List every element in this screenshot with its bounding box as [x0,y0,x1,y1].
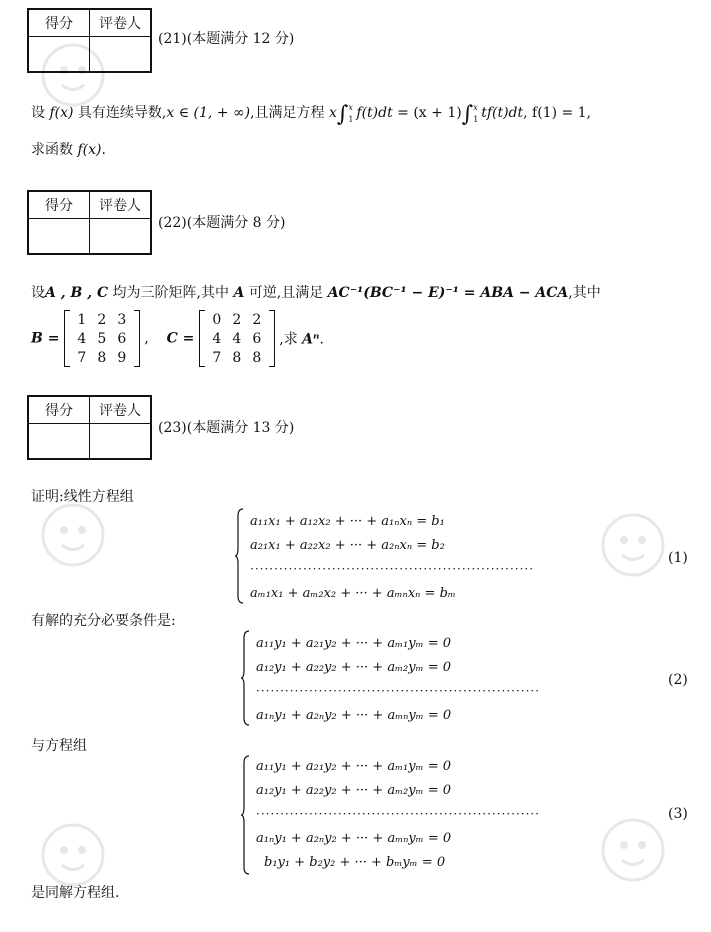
matrix-c-entry: 6 [252,330,262,347]
system1-eq2: a₂₁x₁ + a₂₂x₂ + ··· + a₂ₙxₙ = b₂ [250,538,445,553]
matrix-c-entry: 4 [232,330,242,347]
grader-label: 评卷人 [90,191,152,219]
score-label: 得分 [28,191,90,219]
text: 求函数 [31,142,78,158]
q23-header: (23)(本题满分 13 分) [158,420,295,436]
upper-limit: x [473,103,478,112]
system3-eq-b: b₁y₁ + b₂y₂ + ··· + bₘyₘ = 0 [264,855,446,870]
left-brace-icon [240,755,250,875]
system1-dots: ··························································· [250,562,535,576]
score-box-21 [27,8,152,73]
system2-eq1: a₁₁y₁ + a₂₁y₂ + ··· + aₘ₁yₘ = 0 [256,636,452,651]
math-domain: x ∈ (1, + ∞) [166,105,251,121]
matrix-b-label: B = [31,330,60,347]
math-x: x [329,105,337,121]
integral-sign: ∫ [336,102,349,127]
matrix-b-entry: 2 [97,311,107,328]
system1-eq1: a₁₁x₁ + a₁₂x₂ + ··· + a₁ₙxₙ = b₁ [250,514,445,529]
matrix-c-entry: 8 [232,349,242,366]
math-fx: f(x) [77,142,102,158]
q23-condition-text: 有解的充分必要条件是: [31,613,176,629]
integrand-2: tf(t)dt [481,105,524,121]
a-power-n: Aⁿ [302,331,320,348]
grader-cell[interactable] [90,424,152,460]
q22-matrices: B = 1 2 3 4 5 6 7 8 9 , C = 0 2 2 4 4 6 7 8 8 ,求 Aⁿ. [31,311,324,366]
q23-intro: 证明:线性方程组 [31,489,134,505]
matrix-equation: AC⁻¹(BC⁻¹ − E)⁻¹ = ABA − ACA [327,285,569,301]
text: 具有连续导数, [73,105,167,121]
system3-eq1: a₁₁y₁ + a₂₁y₂ + ··· + aₘ₁yₘ = 0 [256,759,452,774]
matrix-c-entry: 4 [212,330,222,347]
matrix-b-entry: 3 [117,311,127,328]
score-label: 得分 [28,9,90,37]
grader-label: 评卷人 [90,396,152,424]
system3-eq2: a₁₂y₁ + a₂₂y₂ + ··· + aₘ₂yₘ = 0 [256,783,452,798]
matrix-b-entry: 1 [77,311,87,328]
matrix-b-entry: 7 [77,349,87,366]
grader-label: 评卷人 [90,9,152,37]
q22-statement-line1 [31,282,601,304]
left-brace-icon [240,630,250,726]
grader-cell[interactable] [90,37,152,73]
text: ,求 [279,331,303,348]
score-label: 得分 [28,396,90,424]
matrices-abc: A , B , C [45,285,109,301]
q22-header: (22)(本题满分 8 分) [158,215,286,231]
equation-system-3 [240,755,541,875]
text: ,且满足方程 [250,105,330,121]
system3-eq-n: a₁ₙy₁ + a₂ₙy₂ + ··· + aₘₙyₘ = 0 [256,831,452,846]
integral-limits [348,103,356,123]
equation-number-3: (3) [668,806,688,822]
score-box-23 [27,395,152,460]
text: 可逆,且满足 [244,285,328,301]
integral-limits [473,103,481,123]
equation-system-2 [240,630,541,726]
integrand-1: f(t)dt [356,105,393,121]
system1-eq-m: aₘ₁x₁ + aₘ₂x₂ + ··· + aₘₙxₙ = bₘ [250,586,456,601]
matrix-b-entry: 5 [97,330,107,347]
text: 均为三阶矩阵,其中 [108,285,234,301]
matrix-b-entry: 8 [97,349,107,366]
lower-limit: 1 [473,115,479,124]
score-cell[interactable] [28,424,90,460]
initial-condition: , f(1) = 1, [523,105,592,121]
lower-limit: 1 [348,115,354,124]
matrix-b-entry: 9 [117,349,127,366]
equation-number-2: (2) [668,672,688,688]
system3-dots: ··························································· [256,807,541,821]
matrix-b [64,310,140,367]
q23-with-text: 与方程组 [31,738,87,754]
text: . [101,142,106,158]
matrix-a: A [233,285,245,301]
text: ,其中 [568,285,601,301]
matrix-c [199,310,275,367]
q23-conclusion: 是同解方程组. [31,885,120,901]
text: 设 [31,285,45,301]
matrix-c-entry: 2 [232,311,242,328]
integral-sign: ∫ [461,102,474,127]
matrix-c-entry: 7 [212,349,222,366]
matrix-c-entry: 0 [212,311,222,328]
score-cell[interactable] [28,219,90,255]
eq-mid: = (x + 1) [392,105,462,121]
q21-statement-line2 [31,139,106,161]
score-box-22 [27,190,152,255]
matrix-c-entry: 8 [252,349,262,366]
math-fx: f(x) [49,105,74,121]
system2-dots: ··························································· [256,684,541,698]
matrix-b-entry: 6 [117,330,127,347]
equation-system-1 [234,508,535,604]
matrix-c-label: C = [166,330,195,347]
grader-cell[interactable] [90,219,152,255]
left-brace-icon [234,508,244,604]
matrix-c-entry: 2 [252,311,262,328]
watermark-mascot-icon [590,500,676,586]
text: . [319,331,324,348]
equation-number-1: (1) [668,550,688,566]
system2-eq-n: a₁ₙy₁ + a₂ₙy₂ + ··· + aₘₙyₘ = 0 [256,708,452,723]
system2-eq2: a₁₂y₁ + a₂₂y₂ + ··· + aₘ₂yₘ = 0 [256,660,452,675]
q21-statement-line1 [31,100,592,127]
q21-header: (21)(本题满分 12 分) [158,31,295,47]
matrix-b-entry: 4 [77,330,87,347]
text: 设 [31,105,50,121]
watermark-mascot-icon [590,805,676,891]
score-cell[interactable] [28,37,90,73]
upper-limit: x [348,103,353,112]
